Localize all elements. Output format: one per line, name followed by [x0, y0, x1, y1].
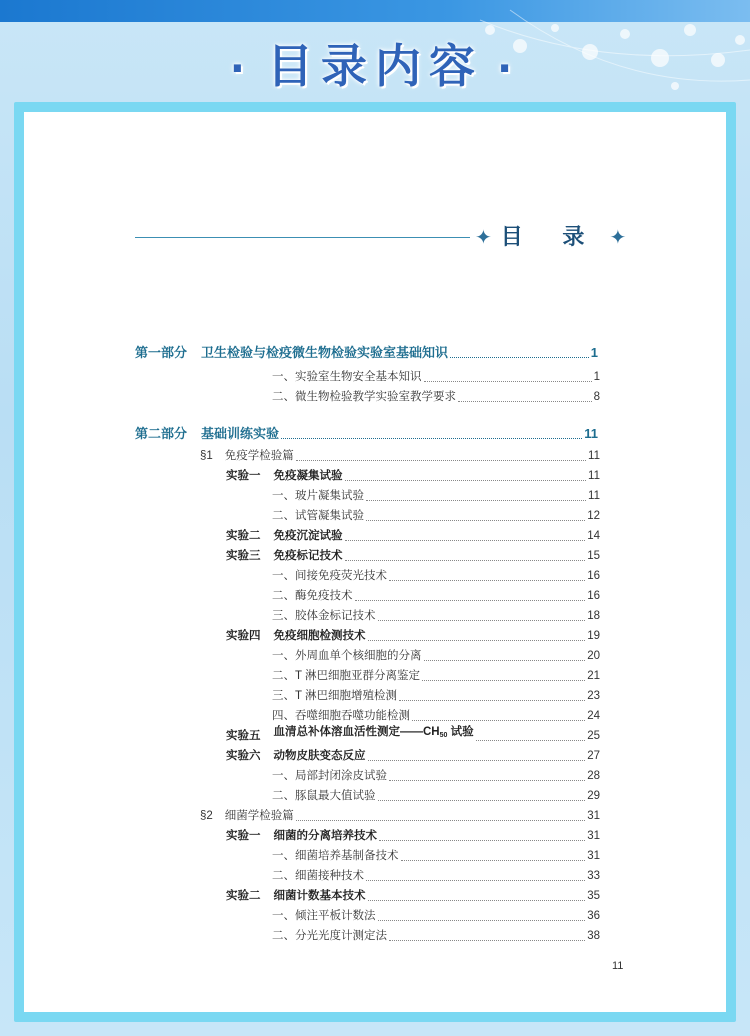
toc-entry-label-text: 二、试管凝集试验 — [272, 510, 364, 522]
toc-entry-label-text: 二、豚鼠最大值试验 — [272, 790, 376, 802]
toc-entry-label-text: 二、分光光度计测定法 — [272, 930, 387, 942]
toc-entry-label — [274, 722, 474, 746]
toc-leader-dots — [281, 438, 582, 439]
toc-entry-label-text: 二、微生物检验教学实验室教学要求 — [272, 391, 456, 403]
toc-entry-label — [272, 486, 364, 506]
toc-leader-dots — [412, 720, 585, 721]
toc-experiment-row — [226, 546, 600, 566]
toc-entry-prefix: 实验四 — [226, 630, 261, 642]
toc-item-row — [272, 387, 600, 407]
toc-entry-page: 31 — [587, 850, 600, 862]
toc-entry-page: 11 — [588, 470, 600, 482]
toc-leader-dots — [366, 500, 586, 501]
toc-item-row — [272, 506, 600, 526]
toc-entry-page: 16 — [587, 570, 600, 582]
toc-entry-page: 29 — [587, 790, 600, 802]
toc-section-row — [200, 806, 600, 826]
star-icon: ✦ — [475, 225, 492, 249]
toc-entry-label — [225, 446, 294, 466]
toc-entry-label-text: 二、酶免疫技术 — [272, 590, 353, 602]
toc-entry-label — [272, 906, 376, 926]
toc-leader-dots — [379, 840, 585, 841]
toc-entry-label-text: 三、胶体金标记技术 — [272, 610, 376, 622]
toc-item-row — [272, 846, 600, 866]
toc-entry-page: 18 — [587, 610, 600, 622]
toc-experiment-row — [226, 526, 600, 546]
toc-entry-label-text: 免疫细胞检测技术 — [273, 630, 366, 642]
toc-entry-page: 36 — [587, 910, 600, 922]
toc-experiment-row — [226, 826, 600, 846]
toc-leader-dots — [458, 401, 592, 402]
toc-leader-dots — [389, 580, 585, 581]
toc-entry-label — [274, 746, 366, 766]
toc-entry-label-text: 一、外周血单个核细胞的分离 — [272, 650, 422, 662]
toc-leader-dots — [366, 880, 585, 881]
toc-entry-label-text: 卫生检验与检疫微生物检验实验室基础知识 — [201, 345, 449, 360]
toc-entry-label — [274, 466, 343, 486]
toc-entry-label-tail: 试验 — [447, 726, 474, 738]
toc-entry-prefix: 第二部分 — [135, 426, 188, 441]
toc-leader-dots — [345, 540, 586, 541]
toc-entry-label — [272, 606, 376, 626]
toc-entry-prefix: 第一部分 — [135, 345, 188, 360]
toc-entry-page: 21 — [587, 670, 600, 682]
toc-leader-dots — [389, 780, 585, 781]
toc-heading — [135, 222, 627, 252]
toc-experiment-row — [226, 746, 600, 766]
toc-entry-label-text: 免疫学检验篇 — [224, 450, 294, 462]
toc-entry-label-text: 一、间接免疫荧光技术 — [272, 570, 387, 582]
toc-entry-label-text: 动物皮肤变态反应 — [273, 750, 366, 762]
toc-entry-label — [272, 926, 387, 946]
toc-leader-dots — [389, 940, 585, 941]
toc-part-row — [135, 343, 598, 363]
toc-entry-prefix: §2 — [200, 810, 213, 822]
toc-entry-page: 19 — [587, 630, 600, 642]
toc-entry-label-text: 四、吞噬细胞吞噬功能检测 — [272, 710, 410, 722]
toc-entry-label-text: 细菌计数基本技术 — [273, 890, 366, 902]
toc-entry-prefix: 实验六 — [226, 750, 261, 762]
toc-entry-label — [272, 387, 456, 407]
toc-entry-label-text: 血清总补体溶血活性测定——CH — [273, 726, 440, 738]
toc-entry-prefix: 实验二 — [226, 890, 261, 902]
toc-leader-dots — [345, 560, 586, 561]
toc-entry-prefix: 实验一 — [226, 470, 261, 482]
toc-part-row — [135, 424, 598, 444]
toc-entry-label-text: 三、T 淋巴细胞增殖检测 — [272, 690, 398, 702]
toc-heading-rule — [135, 237, 470, 238]
toc-entry-page: 1 — [590, 345, 598, 360]
toc-leader-dots — [296, 460, 586, 461]
toc-leader-dots — [368, 900, 586, 901]
toc-entry-label — [272, 786, 376, 806]
toc-entry-page: 31 — [587, 830, 600, 842]
toc-entry-label — [201, 343, 448, 363]
toc-entry-label-text: 二、T 淋巴细胞亚群分离鉴定 — [272, 670, 421, 682]
toc-leader-dots — [345, 480, 587, 481]
toc-entry-label-text: 细菌学检验篇 — [224, 810, 294, 822]
toc-leader-dots — [368, 640, 586, 641]
toc-entry-label — [272, 666, 420, 686]
toc-item-row — [272, 666, 600, 686]
banner-title — [0, 30, 750, 96]
toc-item-row — [272, 586, 600, 606]
toc-leader-dots — [378, 800, 586, 801]
toc-entry-prefix: §1 — [200, 450, 213, 462]
toc-entry-subscript: 50 — [439, 732, 448, 739]
toc-item-row — [272, 686, 600, 706]
toc-entry-label — [272, 866, 364, 886]
toc-entry-page: 20 — [587, 650, 600, 662]
toc-entry-page: 11 — [588, 490, 600, 502]
toc-entry-page: 16 — [587, 590, 600, 602]
toc-leader-dots — [399, 700, 585, 701]
toc-leader-dots — [422, 680, 585, 681]
toc-entry-page: 38 — [587, 930, 600, 942]
toc-heading-title — [475, 222, 627, 252]
toc-entry-label — [272, 646, 422, 666]
toc-section-row — [200, 446, 600, 466]
toc-item-row — [272, 906, 600, 926]
toc-item-row — [272, 367, 600, 387]
toc-entry-page: 8 — [593, 391, 600, 403]
toc-leader-dots — [450, 357, 589, 358]
toc-entry-page: 1 — [593, 371, 600, 383]
toc-experiment-row — [226, 726, 600, 746]
toc-leader-dots — [424, 381, 592, 382]
toc-leader-dots — [476, 740, 586, 741]
toc-item-row — [272, 926, 600, 946]
toc-entry-label — [272, 766, 387, 786]
toc-entry-label-text: 二、细菌接种技术 — [272, 870, 364, 882]
toc-entry-page: 27 — [587, 750, 600, 762]
toc-entry-page: 23 — [587, 690, 600, 702]
toc-entry-label — [274, 546, 343, 566]
toc-heading-label: 目 录 — [500, 225, 601, 250]
toc-item-row — [272, 566, 600, 586]
toc-leader-dots — [424, 660, 586, 661]
toc-entry-page: 25 — [587, 730, 600, 742]
toc-experiment-row — [226, 626, 600, 646]
toc-item-row — [272, 606, 600, 626]
toc-entry-page: 12 — [587, 510, 600, 522]
toc-entry-label-text: 一、实验室生物安全基本知识 — [272, 371, 422, 383]
page-number: 11 — [612, 960, 624, 972]
toc-entry-page: 28 — [587, 770, 600, 782]
toc-entry-label — [225, 806, 294, 826]
toc-leader-dots — [296, 820, 585, 821]
toc-entry-label-text: 一、细菌培养基制备技术 — [272, 850, 399, 862]
toc-entry-page: 15 — [587, 550, 600, 562]
toc-entry-prefix: 实验五 — [226, 730, 261, 742]
toc-item-row — [272, 486, 600, 506]
toc-experiment-row — [226, 886, 600, 906]
toc-item-row — [272, 646, 600, 666]
toc-entry-label-text: 免疫标记技术 — [273, 550, 343, 562]
toc-entry-label — [272, 686, 397, 706]
toc-entry-page: 33 — [587, 870, 600, 882]
toc-leader-dots — [368, 760, 586, 761]
banner-dot-right: · — [497, 46, 521, 92]
toc-entry-page: 11 — [584, 426, 598, 441]
toc-entry-label-text: 免疫凝集试验 — [273, 470, 343, 482]
toc-entry-label — [274, 886, 366, 906]
star-icon: ✦ — [609, 225, 627, 249]
toc-entry-label — [274, 826, 378, 846]
toc-entry-page: 11 — [588, 450, 600, 462]
toc-experiment-row — [226, 466, 600, 486]
toc-entry-label — [272, 506, 364, 526]
banner-dot-left: · — [229, 46, 253, 92]
toc-entry-label-text: 一、玻片凝集试验 — [272, 490, 364, 502]
toc-entry-prefix: 实验二 — [226, 530, 261, 542]
toc-leader-dots — [355, 600, 586, 601]
toc-entry-page: 14 — [587, 530, 600, 542]
toc-item-row — [272, 766, 600, 786]
toc-entry-page: 24 — [587, 710, 600, 722]
toc-item-row — [272, 866, 600, 886]
toc-leader-dots — [378, 620, 586, 621]
toc-leader-dots — [401, 860, 586, 861]
toc-entry-page: 31 — [587, 810, 600, 822]
toc-item-row — [272, 786, 600, 806]
toc-leader-dots — [366, 520, 585, 521]
toc-entry-label-text: 免疫沉淀试验 — [273, 530, 343, 542]
toc-entry-label — [272, 566, 387, 586]
toc-entry-prefix: 实验三 — [226, 550, 261, 562]
banner-title-text: 目录内容 — [267, 39, 483, 93]
toc-entry-page: 35 — [587, 890, 600, 902]
toc-entry-label — [272, 586, 353, 606]
toc-entry-label — [274, 526, 343, 546]
toc-entry-label — [272, 367, 422, 387]
toc-entry-prefix: 实验一 — [226, 830, 261, 842]
toc-leader-dots — [378, 920, 586, 921]
toc-entry-label-text: 基础训练实验 — [201, 426, 280, 441]
toc-entry-label-text: 细菌的分离培养技术 — [273, 830, 377, 842]
toc-entry-label-text: 一、倾注平板计数法 — [272, 910, 376, 922]
toc-entry-label — [201, 424, 279, 444]
toc-entry-label — [272, 846, 399, 866]
toc-entry-label — [274, 626, 366, 646]
toc-entry-label-text: 一、局部封闭涂皮试验 — [272, 770, 387, 782]
